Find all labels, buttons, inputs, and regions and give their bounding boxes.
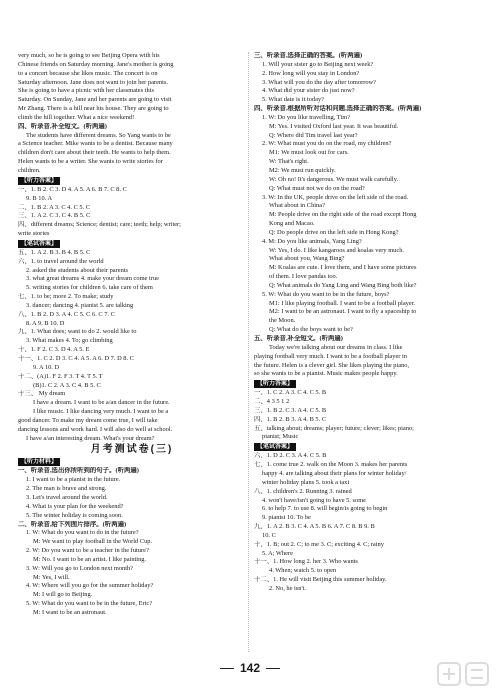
text-line: 4. What is your plan for the weekend?: [26, 502, 124, 510]
text-line: Kong and Macao.: [269, 220, 315, 228]
text-line: happy 4. are talking about their plans for winter holiday/: [262, 469, 407, 477]
text-line: 4. W: Where will you go for the summer holiday?: [26, 582, 154, 590]
text-line: 一、1. B 2. C 3. D 4. A 5. A 6. B 7. C 8. C: [18, 185, 127, 193]
section-label: 【笔试答案】: [254, 443, 296, 451]
text-line: 3. Let's travel around the world.: [26, 493, 108, 501]
text-line: children don't care about their teeth. He wants to help them.: [18, 149, 171, 157]
text-line: 5. writing stories for children 6. take care of them: [26, 284, 153, 292]
text-line: M: People drive on the right side of the road except Hong: [269, 211, 417, 219]
text-line: 3. What will you do the day after tomorrow?: [262, 78, 376, 86]
text-line: Mr Zhang. There is a hill near his house. They are going to: [18, 105, 169, 113]
text-line: 5. W: What do you want to be in the future, boys?: [262, 290, 390, 298]
text-line: of them. I love pandas too.: [269, 273, 338, 281]
text-line: 四、1. B 2. B 3. A 4. B 5. C: [254, 415, 327, 423]
text-line: 十一、1. How long 2. her 3. Who wants: [254, 558, 358, 566]
text-line: very much, so he is going to see Beijing Opera with his: [18, 52, 160, 59]
text-line: 五、1. A 2. B 3. B 4. B 5. C: [18, 248, 91, 256]
text-line: Q: Do people drive on the left side in Hong Kong?: [269, 228, 399, 236]
text-line: Helen wants to be a writer. She wants to write stories for: [18, 158, 163, 166]
text-line: 6. to help 7. to use 8. will begin/is going to begin: [262, 505, 388, 513]
text-line: 1. I want to be a pianist in the future.: [26, 476, 121, 484]
text-line: 5. A; Where: [262, 549, 293, 557]
text-line: Q: What animals do Yang Ling and Wang Bing both like?: [269, 281, 417, 289]
text-line: 4. won't have/isn't going to have 5. some: [262, 496, 367, 504]
section-label: 【听力答案】: [18, 177, 60, 185]
text-line: M2: I want to be an astronaut. I want to fly a spaceship to: [269, 308, 417, 316]
section-heading: 五、听录音,补全短文。(听两遍): [254, 335, 343, 342]
text-line: 1. W: What do you want to do in the future?: [26, 529, 139, 537]
text-line: children.: [18, 166, 41, 174]
text-line: M: Koalas are cute. I love them, and I have some pictures: [269, 264, 417, 272]
text-line: Q: What must not we do on the road?: [269, 184, 365, 192]
text-line: M: Yes, I will.: [33, 573, 70, 581]
text-line: 8. A 9. B 10. D: [26, 319, 65, 327]
text-line: M: We want to play football in the World Cup.: [33, 538, 153, 546]
dash-right: [266, 668, 280, 669]
text-line: She is going to have a picnic with her classmates this: [18, 87, 154, 95]
text-line: 2. asked the students about their parents: [26, 266, 129, 274]
text-line: W: Oh no! It's dangerous. We must walk carefully.: [269, 175, 399, 183]
text-line: 八、1. B 2. D 3. A 4. C 5. C 6. C 7. C: [18, 310, 115, 318]
text-line: 3. What makes 4. To; go climbing: [26, 337, 113, 345]
text-line: dancing lessons and work hard. I will also do well at school.: [18, 425, 173, 433]
text-line: Saturday. On Sunday, Jane and her parents are going to visit: [18, 96, 172, 104]
page-number: [0, 661, 500, 675]
text-line: Q: What do the boys want to be?: [269, 326, 353, 334]
text-line: 3. dancer; dancing 4. pianist 5. are talking: [26, 301, 134, 309]
text-line: the Moon.: [269, 317, 296, 325]
text-line: 2. W: Do you want to be a teacher in the future?: [26, 547, 149, 555]
text-line: 三、1. B 2. C 3. A 4. C 5. B: [254, 406, 327, 414]
section-label-row: [18, 176, 246, 186]
test-title: 月考测试卷(三): [90, 444, 174, 456]
section-heading: 四、听录音,补全短文。(听两遍): [18, 122, 107, 130]
right-column: [254, 52, 482, 594]
text-line: 9. pianist 10. To be: [262, 514, 311, 522]
text-line: (B)1. C 2. A 3. C 4. B 5. C: [33, 381, 101, 389]
text-line: M: I want to be an astronaut.: [33, 608, 107, 616]
section-heading: 二、听录音,给下列图片排序。(听两遍): [18, 520, 127, 528]
left-column: [18, 52, 246, 618]
text-line: I have a/an interesting dream. What's your dream?: [26, 434, 155, 442]
text-line: 4. What did your sister do just now?: [262, 87, 355, 95]
text-line: M: Yes. I visited Oxford last year. It was beautiful.: [269, 122, 399, 130]
text-line: 五、talking about; dreams; player; future; clever; likes; piano;: [254, 424, 414, 432]
section-heading: 一、听录音,选出你所听到的句子。(听两遍): [18, 467, 139, 475]
text-line: What about in China?: [269, 202, 325, 210]
text-line: 十、1. B; out 2. C; to me 3. C; exciting 4. C; rainy: [254, 540, 384, 548]
page-number-text: 142: [239, 661, 261, 675]
text-line: M: I will go to Beijing.: [33, 591, 93, 599]
text-line: 十二、1. He will visit Beijing this summer holiday.: [254, 576, 387, 584]
section-label-row: [18, 239, 246, 249]
text-line: 八、1. children's 2. Running 3. rained: [254, 487, 352, 495]
text-line: 六、1. to travel around the world: [18, 257, 104, 265]
section-label: 【听力答案】: [254, 380, 296, 388]
text-line: 2. W: What must you do on the road, my children?: [262, 140, 392, 148]
text-line: W: Yes, I do. I like kangaroos and koalas very much.: [269, 246, 405, 254]
dash-left: [220, 668, 234, 669]
text-line: 二、4 3 5 1 2: [254, 398, 290, 406]
watermark-logo: [436, 659, 494, 693]
text-line: to a concert because she likes music. The concert is on: [18, 69, 158, 77]
text-line: I have a dream. I want to be a/an dancer in the future.: [33, 399, 170, 407]
text-line: 3. W: In the UK, people drive on the left side of the road.: [262, 193, 409, 201]
text-line: Today we're talking about our dreams in class. I like: [269, 343, 403, 351]
text-line: 七、1. come true 2. walk on the Moon 3. makes her parents: [254, 461, 408, 469]
text-line: 七、1. to be; more 2. To make; study: [18, 293, 114, 301]
text-line: What about you, Wang Bing?: [269, 255, 345, 263]
text-line: 十二、(A)1. F 2. F 3. T 4. T 5. T: [18, 372, 103, 380]
column-divider: [248, 52, 249, 652]
text-line: M2: We must run quickly.: [269, 166, 336, 174]
text-line: 2. The man is brave and strong.: [26, 485, 107, 493]
text-line: 4. When; watch 5. to open: [269, 567, 337, 575]
text-line: so she wants to be a pianist. Music makes people happy.: [254, 370, 398, 378]
text-line: Q: Where did Tim travel last year?: [269, 131, 358, 139]
text-line: 9. B 10. A: [26, 194, 53, 202]
text-line: 六、1. D 2. C 3. A 4. C 5. B: [254, 452, 327, 460]
section-heading: 四、听录音,根据所听对话和问题,选择正确的答案。(听两遍): [254, 105, 422, 113]
section-label: 【听力材料】: [18, 458, 60, 466]
section-heading: 三、听录音,选择正确的答案。(听两遍): [254, 52, 363, 59]
section-label-row: [18, 457, 246, 467]
text-line: 3. what great dreams 4. make your dream come true: [26, 275, 159, 283]
text-line: 十三、 My dream: [18, 390, 66, 398]
text-line: 1. W: Do you like travelling, Tim?: [262, 113, 351, 121]
section-label: 【笔试答案】: [18, 240, 60, 248]
section-label-row: [254, 379, 482, 389]
text-line: pianist; Music: [262, 433, 299, 441]
text-line: 2. How long will you stay in London?: [262, 69, 360, 77]
text-line: 10. C: [262, 531, 276, 539]
text-line: 5. What date is it today?: [262, 96, 324, 104]
text-line: 4. M: Do you like animals, Yang Ling?: [262, 237, 362, 245]
text-line: W: That's right.: [269, 158, 309, 166]
text-line: good dancer. To make my dream come true, I will take: [18, 416, 158, 424]
text-line: 2. No, he isn't.: [269, 584, 307, 592]
text-line: write stories: [18, 230, 50, 238]
text-line: 二、1. B 2. A 3. C 4. C 5. C: [18, 203, 91, 211]
text-line: a Science teacher. Mike wants to be a dentist. Because many: [18, 140, 173, 148]
section-label-row: [254, 442, 482, 452]
text-line: Chinese friends on Saturday morning. Jane's mother is going: [18, 60, 174, 68]
text-line: M1: We must look out for cars.: [269, 149, 349, 157]
text-line: I like music. I like dancing very much. I want to be a: [33, 408, 169, 416]
text-line: 十、1. F 2. C 3. D 4. A 5. E: [18, 346, 90, 354]
text-line: M1: I like playing football. I want to be a football player.: [269, 299, 416, 307]
text-line: 3. W: Will you go to London next month?: [26, 564, 134, 572]
text-line: Saturday afternoon. Jane does not want to join her parents.: [18, 78, 168, 86]
text-line: the future. Helen is a clever girl. She likes playing the piano,: [254, 361, 410, 369]
text-line: 九、1. A 2. B 3. C 4. A 5. B 6. A 7. C 8. B 9. B: [254, 523, 375, 531]
text-line: 十一、1. C 2. D 3. C 4. A 5. A 6. D 7. D 8. C: [18, 355, 134, 362]
text-line: 四、different dreams; Science; dentist; care; teeth; help; writer;: [18, 221, 181, 229]
text-line: 9. A 10. D: [33, 363, 60, 371]
text-line: climb the hill together. What a nice weekend!: [18, 113, 135, 121]
text-line: 三、1. A 2. C 3. C 4. B 5. C: [18, 212, 91, 220]
text-line: 5. W: What do you want to be in the future, Eric?: [26, 600, 153, 608]
text-line: 5. The winter holiday is coming soon.: [26, 511, 123, 519]
text-line: winter holiday plans 5. took a taxi: [262, 478, 350, 486]
text-line: playing football very much. I want to be a football player in: [254, 352, 407, 360]
text-line: M: No. I want to be an artist. I like painting.: [33, 555, 147, 563]
text-line: 一、1. C 2. A 3. C 4. C 5. B: [254, 389, 327, 397]
text-line: 九、1. What does; want to do 2. would like to: [18, 328, 137, 336]
text-line: The students have different dreams. So Yang wants to be: [26, 131, 171, 139]
text-line: 1. Will your sister go to Beijing next week?: [262, 60, 374, 68]
